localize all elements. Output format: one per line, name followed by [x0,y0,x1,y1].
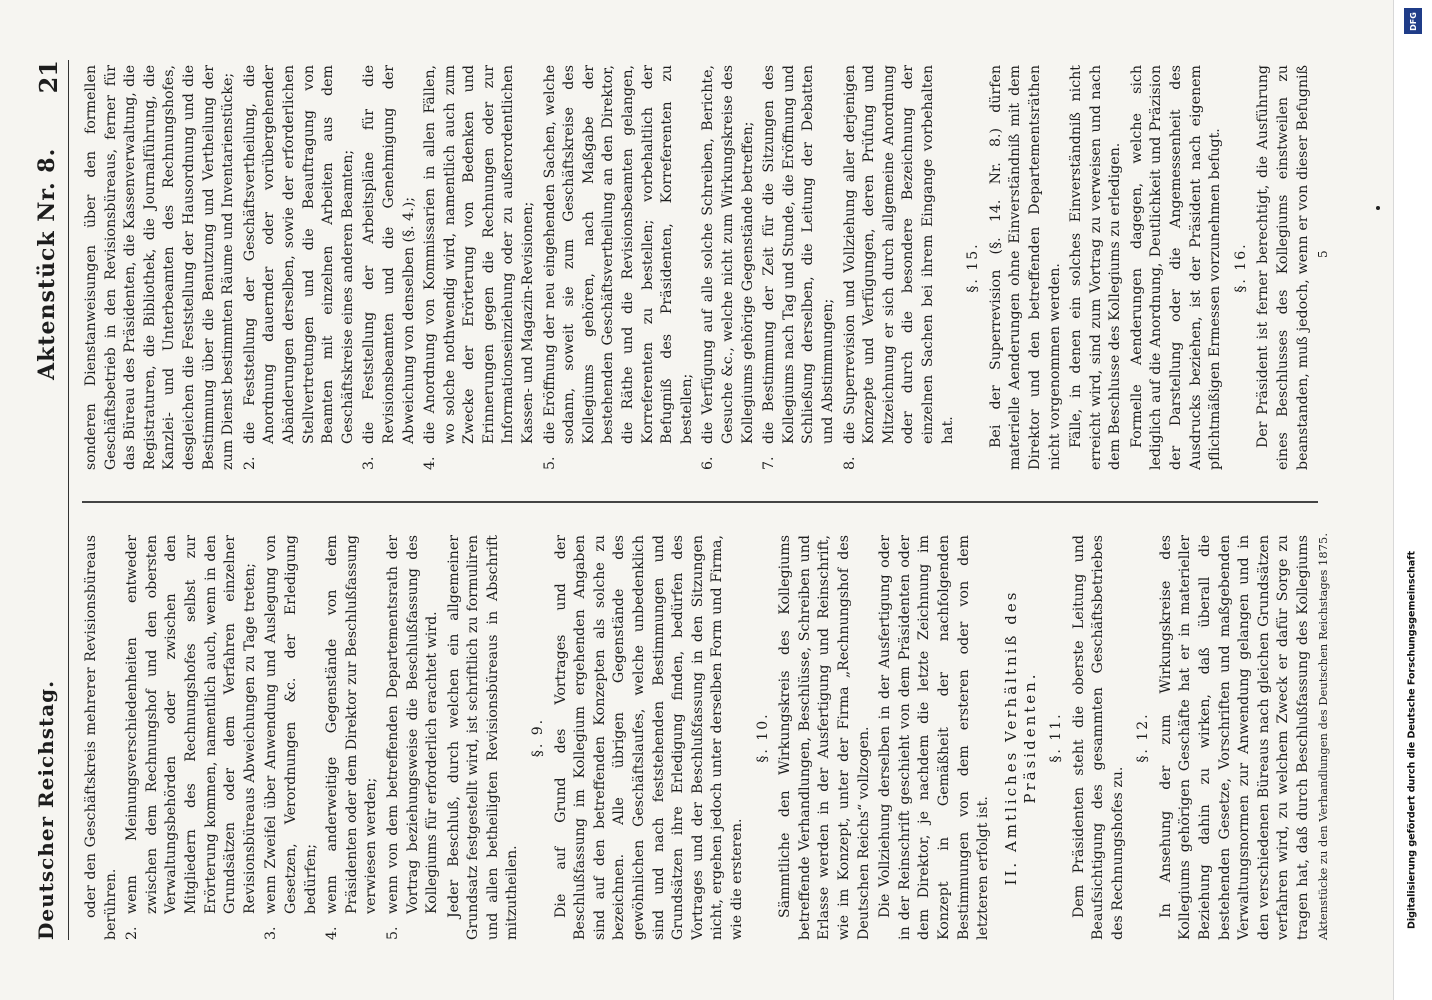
item-text: die Bestimmung der Zeit für die Sitzungen des Kollegiums nach Tag und Stunde, die Eröffnung und Schließung derselben, die Leitung der Debatten und Abstimmungen; [761,65,836,444]
right-list-item [760,65,838,470]
running-head [28,60,69,940]
section-number: §. 16. [1232,242,1249,293]
section-number: §. 15. [965,242,982,293]
item-text: die Superrevision und Vollziehung aller derjenigen Konzepte und Verfügungen, deren Prüfung und Mitzeichnung er sich durch allgemeine Anordnung oder durch die besondere Bezeichnung der einzelnen Sachen bei ihrem Eingange vorbehalten hat. [841,65,956,444]
right-paragraph: Fälle, in denen ein solches Einverständniß nicht erreicht wird, sind zum Vortrag zu verweisen und nach dem Beschlusse des Kollegiums zu erledigen. [1068,65,1124,470]
footer-source-note: Aktenstücke zu den Verhandlungen des Deutschen Reichstages 1875. [1316,533,1330,940]
left-list-item [123,535,260,940]
left-paragraph: Die Vollziehung derselben in der Ausfertigung oder in der Reinschrift geschieht von dem Präsidenten oder dem Direktor, je nachdem die letzte Zeichnung im Konzept in Gemäßheit der nachfolgenden Bestimmungen von dem ersteren oder von dem letzteren erfolgt ist. [877,535,992,940]
left-list-item [262,535,321,940]
item-number: 5. [384,926,401,940]
item-text: die Anordnung von Kommissarien in allen Fällen, wo solche nothwendig wird, namentlich auch zum Zwecke der Erörterung von Bedenken und Erinnerungen gegen die Rechnungen oder zur Informationseinziehung oder zu außerordentlichen Kassen- und Magazin-Revisionen; [422,65,537,444]
item-text: die Feststellung der Geschäftsvertheilung, die Anordnung dauernder oder vorübergehender Abänderungen derselben, sowie der erforderlichen Stellvertretungen und die Beauftragung von Beamten mit einzelnen Arbeiten aus dem Geschäftskreise eines anderen Beamten; [241,65,356,444]
right-list-item [841,65,959,470]
section-number: §. 12. [1135,712,1152,763]
right-paragraph: sonderen Dienstanweisungen über den formellen Geschäftsbetrieb in den Revisionsbüreaus, ferner für das Büreau des Präsidenten, die Kassenverwaltung, die Registraturen, die Bibliothek, die Journalführung, die Kanzlei- und Unterbeamten des Rechnungshofes, desgleichen die Feststellung der Hausordnung und die Bestimmung über die Benutzung und Vertheilung der zum Dienst bestimmten Räume und Inventarienstücke; [83,65,237,470]
left-paragraph: Jeder Beschluß, durch welchen ein allgemeiner Grundsatz festgestellt wird, ist schriftlich zu formuliren und allen betheiligten Revisionsbüreaus in Abschrift mitzutheilen. [445,535,521,940]
right-paragraph: Bei der Superrevision (§. 14. Nr. 8.) dürfen materielle Aenderungen ohne Einverständniß mit dem Direktor und den betreffenden Departementsräthen nicht vorgenommen werden. [987,65,1063,470]
digitization-credit [1398,500,1426,980]
left-list-item [384,535,443,940]
signature-mark: 5 [1316,250,1330,258]
item-number: 2. [124,926,141,940]
page-number: 21 [34,60,63,94]
left-paragraph: Die auf Grund des Vortrages und der Beschlußfassung im Kollegium ergehenden Angaben sind auf den betreffenden Konzepten als solche zu bezeichnen. Alle übrigen Gegenstände des gewöhnlichen Geschäftslaufes, welche unbedenklich sind und nach feststehenden Bestimmungen und Grundsätzen ihre Erledigung finden, bedürfen des Vortrages und der Beschlußfassung in den Sitzungen nicht, ergehen jedoch unter derselben Form und Firma, wie die ersteren. [552,535,745,940]
right-text-column [82,65,1312,470]
left-list-item [323,535,382,940]
item-number: 5. [541,456,558,470]
item-number: 6. [700,456,717,470]
digitization-credit-text: Digitalisierung gefördert durch die Deutsche Forschungsgemeinschaft [1406,551,1418,929]
item-text: die Feststellung der Arbeitspläne für die Revisionsbeamten und die Genehmigung der Abweichung von denselben (§. 4.); [361,65,417,444]
column-divider [82,502,1318,504]
item-number: 4. [324,926,341,940]
dfg-logo [1404,8,1422,34]
item-text: die Eröffnung der neu eingehenden Sachen, welche sodann, soweit sie zum Geschäftskreise des Kollegiums gehören, nach Maßgabe der bestehenden Geschäftsvertheilung an den Direktor, die Räthe und die Revisionsbeamten gelangen, Korreferenten zu bestellen; vorbehaltlich der Befugniß des Präsidenten, Korreferenten zu bestellen; [541,65,695,444]
item-text: die Verfügung auf alle solche Schreiben, Berichte, Gesuche &c., welche nicht zum Wirkungskreise des Kollegiums gehörige Gegenstände betreffen; [700,65,756,444]
right-list-item [360,65,419,470]
document-number: Aktenstück Nr. 8. [34,147,60,380]
section-number: §. 9. [530,717,547,758]
item-number: 8. [841,456,858,470]
item-number: 4. [422,456,439,470]
item-number: 2. [241,456,258,470]
section-number: §. 11. [1047,712,1064,763]
dfg-logo-text: DFG [1408,11,1418,31]
item-number: 3. [263,926,280,940]
left-paragraph: Sämmtliche den Wirkungskreis des Kollegiums betreffende Verhandlungen, Beschlüsse, Schreiben und Erlasse werden in der Ausfertigung und Reinschrift, wie im Konzept, unter der Firma „Rechnungshof des Deutschen Reichs“ vollzogen. [777,535,872,940]
right-list-item [541,65,698,470]
section-number: §. 10. [754,712,771,763]
right-list-item [241,65,359,470]
item-number: 3. [361,456,378,470]
left-text-column [82,535,1312,940]
left-paragraph: oder den Geschäftskreis mehrerer Revisionsbüreaus berühren. [83,535,119,940]
journal-title: Deutscher Reichstag. [34,679,58,940]
item-number: 7. [761,456,778,470]
right-paragraph: Formelle Aenderungen dagegen, welche sich lediglich auf die Anordnung, Deutlichkeit und Präzision der Darstellung oder die Angemessenheit des Ausdrucks beziehen, ist der Präsident nach eigenem pflichtmäßigen Ermessen vorzunehmen befugt. [1128,65,1224,470]
left-paragraph: In Ansehung der zum Wirkungskreise des Kollegiums gehörigen Geschäfte hat er in materieller Beziehung dahin zu wirken, daß überall die bestehenden Gesetze, Vorschriften und maßgebenden Verwaltungsnormen zur Anwendung gelangen und in den verschiedenen Büreaus nach gleichen Grundsätzen verfahren wird, zu welchem Zweck er dafür Sorge zu tragen hat, daß durch Beschlußfassung des Kollegiums [1157,535,1312,940]
right-paragraph: Der Präsident ist ferner berechtigt, die Ausführung eines Beschlusses des Kollegiums einstweilen zu beanstanden, muß jedoch, wenn er von dieser Befugniß [1255,65,1311,470]
right-list-item [699,65,758,470]
item-text: wenn anderweitige Gegenstände von dem Präsidenten oder dem Direktor zur Beschlußfassung verwiesen werden; [324,535,380,914]
item-text: wenn Zweifel über Anwendung und Auslegung von Gesetzen, Verordnungen &c. der Erledigung bedürfen; [263,535,319,914]
right-list-item [421,65,539,470]
chapter-heading: II. Amtliches Verhältniß des Präsidenten. [1001,589,1040,886]
item-text: wenn von dem betreffenden Departementsrath der Vortrag beziehungsweise die Beschlußfassung des Kollegiums für erforderlich erachtet wird. [384,535,441,914]
item-text: wenn Meinungsverschiedenheiten entweder zwischen dem Rechnungshof und den obersten Verwaltungsbehörden oder zwischen den Mitgliedern des Rechnungshofes selbst zur Erörterung kommen, namentlich auch, wenn in den Grundsätzen oder dem Verfahren einzelner Revisionsbüreaus Abweichungen zu Tage treten; [124,535,258,914]
left-paragraph: Dem Präsidenten steht die oberste Leitung und Beaufsichtigung des gesammten Geschäftsbetriebes des Rechnungshofes zu. [1070,535,1126,940]
